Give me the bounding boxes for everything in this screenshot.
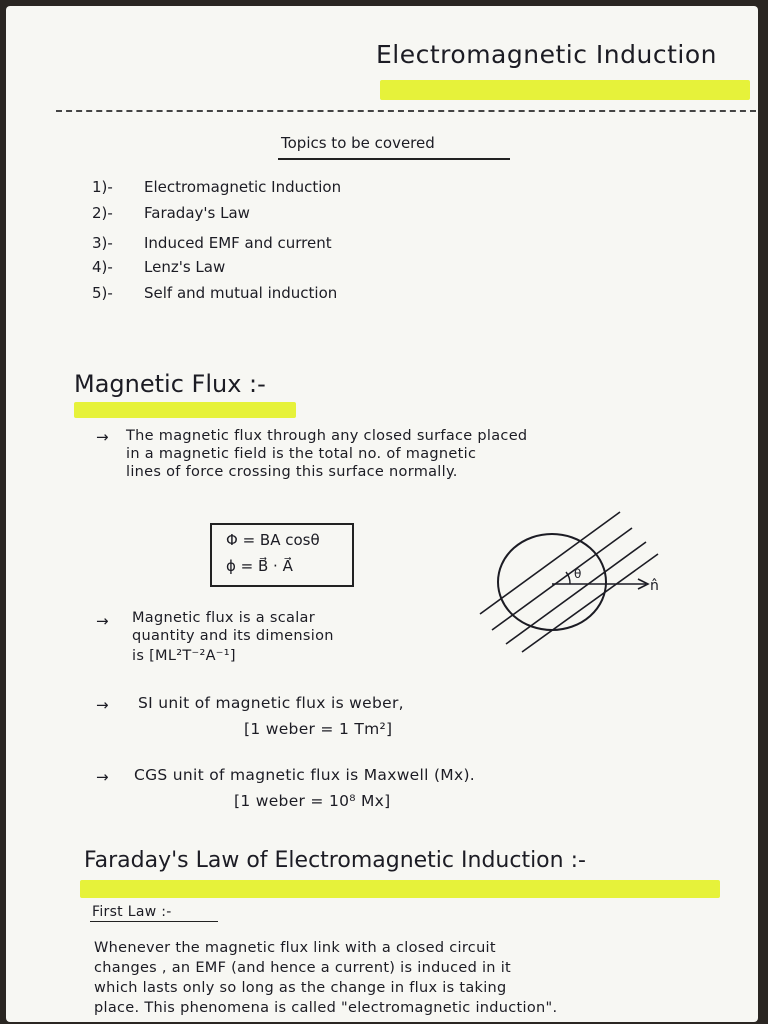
faraday-highlight bbox=[80, 880, 720, 898]
field-line bbox=[492, 528, 632, 630]
topics-heading: Topics to be covered bbox=[281, 134, 435, 152]
si-conversion: [1 weber = 1 Tm²] bbox=[244, 720, 393, 738]
bullet-arrow: → bbox=[96, 428, 109, 446]
flux-formula-scalar: Φ = BA cosθ bbox=[226, 531, 320, 549]
normal-label: n̂ bbox=[650, 578, 659, 594]
cgs-conversion: [1 weber = 10⁸ Mx] bbox=[234, 792, 391, 810]
magnetic-flux-heading: Magnetic Flux :- bbox=[74, 370, 266, 398]
page-title: Electromagnetic Induction bbox=[376, 40, 717, 69]
topic-item bbox=[92, 178, 341, 196]
topic-item bbox=[92, 234, 332, 252]
flux-definition-line: The magnetic flux through any closed surface placed bbox=[126, 428, 528, 444]
topic-text: Self and mutual induction bbox=[144, 284, 338, 302]
theta-label: θ bbox=[574, 567, 582, 581]
scalar-line: Magnetic flux is a scalar bbox=[132, 610, 315, 626]
first-law-text-line: changes , an EMF (and hence a current) is induced in it bbox=[94, 960, 512, 976]
topic-text: Electromagnetic Induction bbox=[144, 178, 342, 196]
flux-diagram bbox=[470, 506, 690, 656]
si-unit-line: SI unit of magnetic flux is weber, bbox=[138, 694, 404, 712]
bullet-arrow: → bbox=[96, 612, 109, 630]
flux-formula-vector: ϕ = B⃗ · A⃗ bbox=[226, 557, 293, 575]
first-law-heading: First Law :- bbox=[92, 904, 172, 920]
flux-definition-line: lines of force crossing this surface normally. bbox=[126, 464, 458, 480]
topic-item bbox=[92, 204, 250, 222]
field-line bbox=[506, 542, 646, 644]
formula-box bbox=[210, 523, 354, 587]
scalar-line: is [ML²T⁻²A⁻¹] bbox=[132, 648, 236, 664]
scalar-line: quantity and its dimension bbox=[132, 628, 334, 644]
topic-item bbox=[92, 258, 225, 276]
title-highlight bbox=[380, 80, 750, 100]
title-divider bbox=[56, 110, 756, 112]
topic-item bbox=[92, 284, 337, 302]
first-law-underline bbox=[90, 921, 218, 922]
topic-text: Induced EMF and current bbox=[144, 234, 332, 252]
notebook-page bbox=[6, 6, 758, 1022]
first-law-text-line: place. This phenomena is called "electromagnetic induction". bbox=[94, 1000, 558, 1016]
topic-text: Faraday's Law bbox=[144, 204, 250, 222]
bullet-arrow: → bbox=[96, 696, 109, 714]
faraday-heading: Faraday's Law of Electromagnetic Induction :- bbox=[84, 848, 586, 873]
topic-number: 1)- bbox=[92, 178, 113, 196]
topic-number: 2)- bbox=[92, 204, 113, 222]
topic-text: Lenz's Law bbox=[144, 258, 226, 276]
topic-number: 4)- bbox=[92, 258, 113, 276]
magnetic-flux-highlight bbox=[74, 402, 296, 418]
topic-number: 5)- bbox=[92, 284, 113, 302]
topics-underline bbox=[278, 158, 510, 160]
field-line bbox=[480, 512, 620, 614]
first-law-text-line: Whenever the magnetic flux link with a closed circuit bbox=[94, 940, 496, 956]
bullet-arrow: → bbox=[96, 768, 109, 786]
cgs-unit-line: CGS unit of magnetic flux is Maxwell (Mx). bbox=[134, 766, 476, 784]
topic-number: 3)- bbox=[92, 234, 113, 252]
first-law-text-line: which lasts only so long as the change in flux is taking bbox=[94, 980, 507, 996]
flux-definition-line: in a magnetic field is the total no. of magnetic bbox=[126, 446, 477, 462]
